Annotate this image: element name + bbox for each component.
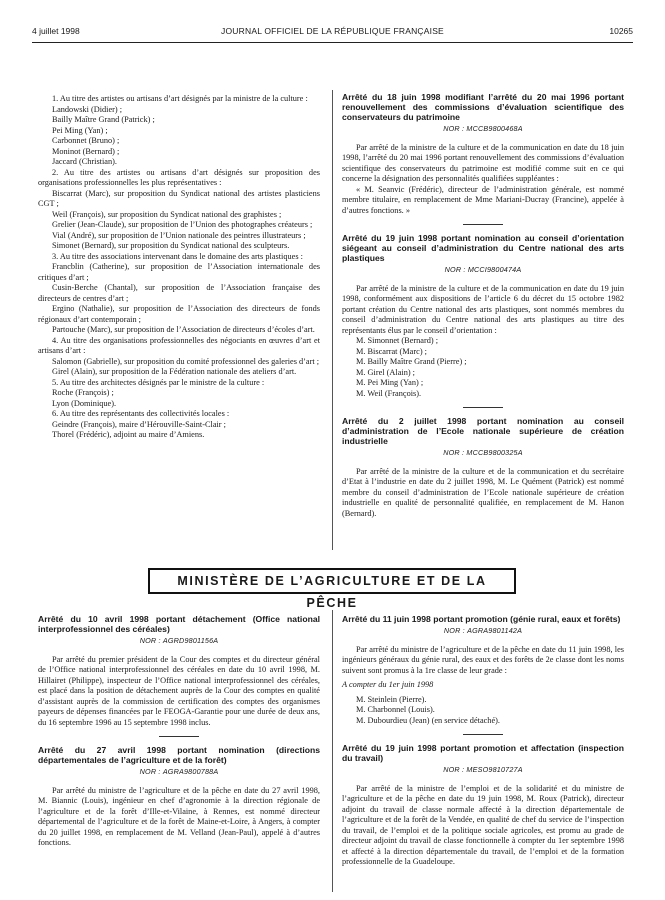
list-item: Moninot (Bernard) ; <box>52 146 120 156</box>
page-number: 10265 <box>609 26 633 36</box>
nor-reference: NOR : AGRA9800788A <box>139 767 219 776</box>
article-text: Par arrêté de la ministre de la culture et de la communication en date du 18 juin 1998, l’arrêté du 20 mai 1996 portant renouvellement des commissions d’évaluation scientifique des conservateurs du patrimoine est modifié comme suit en ce qui concerne la désignation des personnalités qualifiées suppléantes : <box>342 142 624 183</box>
right-column-top <box>342 92 624 519</box>
list-item: Francblin (Catherine), sur proposition de l’Association internationale des critiques d’art ; <box>38 262 320 282</box>
list-item: Ergino (Nathalie), sur proposition de l’Association des directeurs de fonds régionaux d’art contemporain ; <box>38 304 320 324</box>
article-title: Arrêté du 18 juin 1998 modifiant l’arrêté du 20 mai 1996 portant renouvellement des commissions d’évaluation scientifique des conservateurs du patrimoine <box>342 92 624 122</box>
list-item: Partouche (Marc), sur proposition de l’Association de directeurs d’écoles d’art. <box>52 325 315 334</box>
list-item: Vial (André), sur proposition de l’Union nationale des peintres illustrateurs ; <box>52 230 306 240</box>
list-item: M. Weil (François). <box>356 388 422 398</box>
article-title: Arrêté du 19 juin 1998 portant nomination au conseil d’orientation siégeant au conseil d’administration du Centre national des arts plastiques <box>342 233 624 263</box>
article-text: Par arrêté du ministre de l’agriculture et de la pêche en date du 11 juin 1998, les ingénieurs généraux du génie rural, des eaux et des forêts de 2e classe dont les noms suivent sont promus à la 1re classe de leur grade : <box>342 644 624 675</box>
list-item: Bailly Maître Grand (Patrick) ; <box>52 115 155 124</box>
list-item: M. Simonnet (Bernard) ; <box>356 336 439 345</box>
header-rule <box>32 42 633 43</box>
nor-reference: NOR : AGRA9801142A <box>443 626 523 635</box>
separator <box>463 734 503 735</box>
list-item: 5. Au titre des architectes désignés par le ministre de la culture : <box>52 377 265 387</box>
article-text: Par arrêté de la ministre de la culture et de la communication et du secrétaire d’Etat à l’industrie en date du 2 juillet 1998, M. Le Quément (Patrick) est nommé membre du conseil d’administration de l’Ecole nationale supérieure de création industrielle en qualité de personnalité qualifiée, en remplacement de M. Hanon (Bernard). <box>342 466 624 518</box>
list-item: Roche (François) ; <box>52 388 114 397</box>
journal-title: JOURNAL OFFICIEL DE LA RÉPUBLIQUE FRANÇAISE <box>221 26 444 36</box>
list-item: 3. Au titre des associations intervenant dans le domaine des arts plastiques : <box>52 251 303 261</box>
list-item: Thorel (Frédéric), adjoint au maire d’Amiens. <box>52 430 205 439</box>
list-item: Cusin-Berche (Chantal), sur proposition de l’Association française des directeurs de centres d’art ; <box>38 283 320 303</box>
list-item: Landowski (Didier) ; <box>52 104 123 114</box>
article-title: Arrêté du 27 avril 1998 portant nomination (directions départementales de l’agriculture et de la forêt) <box>38 745 320 765</box>
names-list <box>342 695 624 727</box>
list-item: Geindre (François), maire d’Hérouville-Saint-Clair ; <box>52 419 226 429</box>
list-item: Weil (François), sur proposition du Syndicat national des graphistes ; <box>52 209 282 219</box>
article-text: Par arrêté du ministre de l’agriculture et de la pêche en date du 27 avril 1998, M. Biannic (Louis), ingénieur en chef d’agronomie à la direction régionale de l’agriculture et de la forêt d’Ille-et-Vilaine, à Rennes, est nommé directeur départemental de l’agriculture et de la forêt de Maine-et-Loire, à Angers, à compter du 20 juillet 1998, en remplacement de M. Velland (Jean-Paul), appelé à d’autres fonctions. <box>38 785 320 847</box>
left-column-top <box>38 94 320 441</box>
nor-reference: NOR : MCCB9800325A <box>443 448 523 457</box>
right-column-bottom <box>342 614 624 868</box>
list-item: Jaccard (Christian). <box>52 157 117 166</box>
list-item: Simonet (Bernard), sur proposition du Syndicat national des sculpteurs. <box>52 241 290 250</box>
list-item: Carbonnet (Bruno) ; <box>52 136 120 145</box>
names-list <box>342 336 624 399</box>
list-item: Grelier (Jean-Claude), sur proposition de l’Union des photographes créateurs ; <box>52 220 313 229</box>
list-item: M. Charbonnel (Louis). <box>356 705 435 714</box>
separator <box>463 224 503 225</box>
article-title: Arrêté du 19 juin 1998 portant promotion et affectation (inspection du travail) <box>342 743 624 763</box>
list-item: Biscarrat (Marc), sur proposition du Syndicat national des artistes plasticiens CGT ; <box>38 188 320 208</box>
list-item: Girel (Alain), sur proposition de la Fédération nationale des ateliers d’art. <box>52 367 297 376</box>
nor-reference: NOR : MCCB9800468A <box>443 124 523 133</box>
article-title: Arrêté du 10 avril 1998 portant détachement (Office national interprofessionnel des céréales) <box>38 614 320 634</box>
page-header <box>32 26 633 40</box>
article-text: « M. Seanvic (Frédéric), directeur de l’administration générale, est nommé membre titulaire, en remplacement de Mme Mariani-Ducray (Francine), appelée à d’autres fonctions. » <box>342 184 624 215</box>
article-text: Par arrêté du premier président de la Cour des comptes et du directeur général de l’Office national interprofessionnel des céréales en date du 10 avril 1998, M. Hillairet (Philippe), inspecteur de l’Office national interprofessionnel des céréales, est placé dans la position de détachement auprès de la Cour des comptes en qualité d’assistant auprès de la commission de certification des comptes des organismes payeurs de dépenses financées par le FEOGA-Garantie pour une durée de deux ans, du 16 septembre 1996 au 15 septembre 1998 inclus. <box>38 654 320 727</box>
list-item: M. Girel (Alain) ; <box>356 367 415 377</box>
effective-date: A compter du 1er juin 1998 <box>342 680 434 689</box>
list-item: 6. Au titre des représentants des collectivités locales : <box>52 409 230 418</box>
list-item: Pei Ming (Yan) ; <box>52 125 108 135</box>
column-divider-top <box>332 90 333 550</box>
list-item: Salomon (Gabrielle), sur proposition du comité professionnel des galeries d’art ; <box>52 356 320 366</box>
left-column-bottom <box>38 614 320 849</box>
article-title: Arrêté du 2 juillet 1998 portant nomination au conseil d’administration de l’Ecole nationale supérieure de création industrielle <box>342 416 624 446</box>
article-text: Par arrêté de la ministre de la culture et de la communication en date du 19 juin 1998, conformément aux dispositions de l’article 6 du décret du 15 octobre 1982 portant création du Centre national des arts plastiques, sont nommés membres du conseil d’administration du Centre national des arts plastiques au titre des représentants élus par le conseil d’orientation : <box>342 283 624 335</box>
list-item: M. Biscarrat (Marc) ; <box>356 346 427 356</box>
ministry-banner: MINISTÈRE DE L’AGRICULTURE ET DE LA PÊCHE <box>148 568 516 594</box>
list-item: 2. Au titre des artistes ou artisans d’art désignés sur proposition des organisations professionnelles les plus représentatives : <box>38 167 320 187</box>
list-item: Lyon (Dominique). <box>52 398 117 408</box>
separator <box>159 736 199 737</box>
article-title: Arrêté du 11 juin 1998 portant promotion (génie rural, eaux et forêts) <box>342 614 621 624</box>
issue-date: 4 juillet 1998 <box>32 26 80 36</box>
list-item: M. Bailly Maître Grand (Pierre) ; <box>356 357 467 366</box>
article-text: Par arrêté de la ministre de l’emploi et de la solidarité et du ministre de l’agriculture et de la pêche en date du 19 juin 1998, M. Roux (Patrick), directeur adjoint du travail de classe normale affecté à la direction départementale de l’agriculture et de la forêt de la Vendée, en qualité de chef du service de l’inspection du travail, de l’emploi et de la politique sociale agricoles, est promu au grade de directeur adjoint du travail de classe fonctionnelle à compter du 1er septembre 1998 et affecté à la direction départementale du travail, de l’emploi et de la formation professionnelle de la Guadeloupe. <box>342 783 624 866</box>
list-item: 1. Au titre des artistes ou artisans d’art désignés par la ministre de la culture : <box>52 94 308 103</box>
nor-reference: NOR : MCCI9800474A <box>444 265 522 274</box>
list-item: M. Steinlein (Pierre). <box>356 694 427 704</box>
list-item: M. Dubourdieu (Jean) (en service détaché). <box>356 715 500 725</box>
separator <box>463 407 503 408</box>
column-divider-bottom <box>332 610 333 892</box>
nor-reference: NOR : MESO9810727A <box>443 765 523 774</box>
list-item: M. Pei Ming (Yan) ; <box>356 378 424 387</box>
nor-reference: NOR : AGRD9801156A <box>139 636 219 645</box>
list-item: 4. Au titre des organisations professionnelles des négociants en œuvres d’art et artisans d’art : <box>38 335 320 355</box>
